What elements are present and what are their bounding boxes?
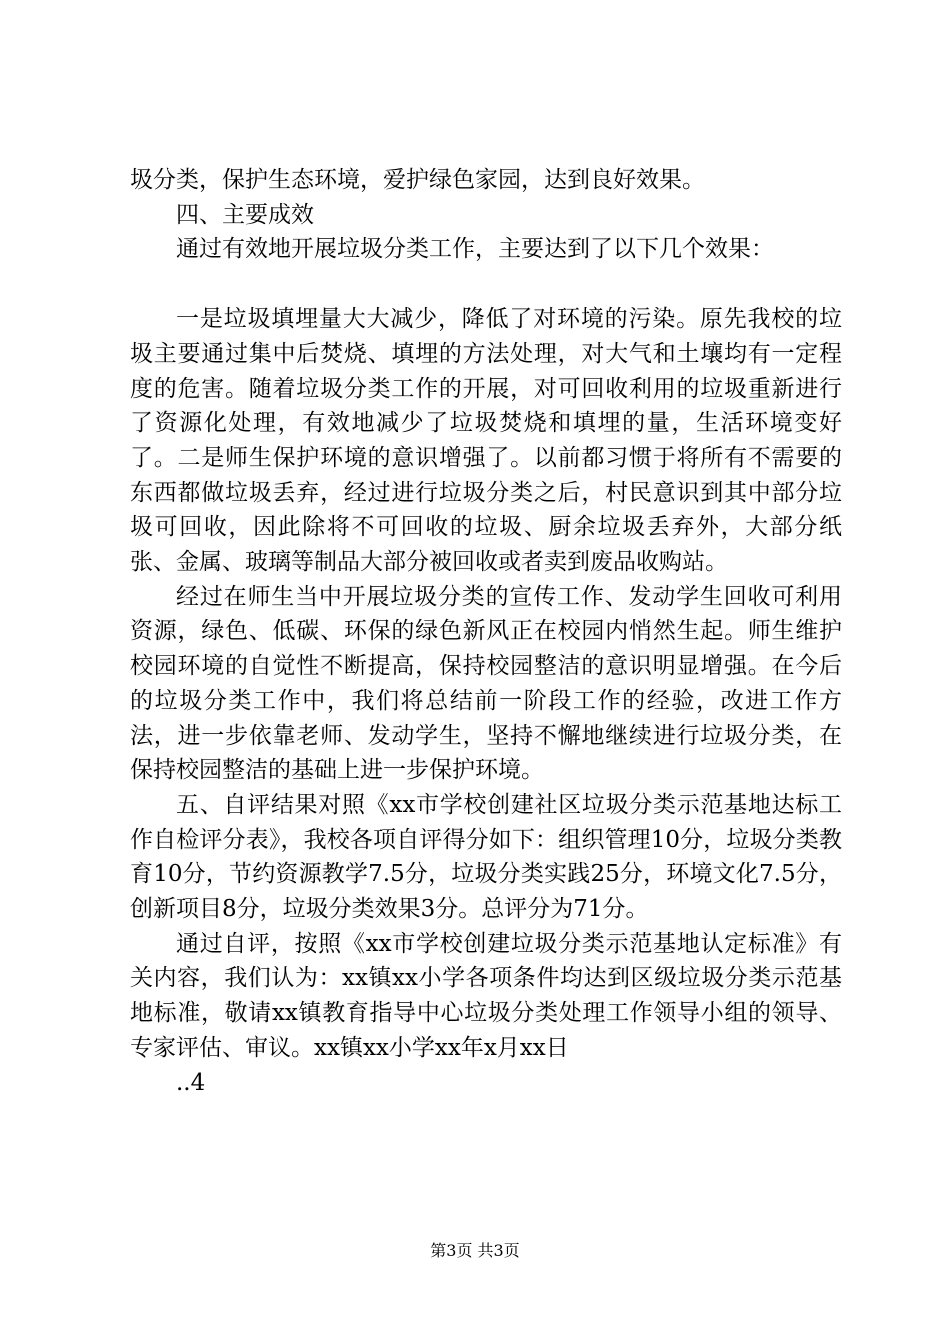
paragraph-1: 圾分类，保护生态环境，爱护绿色家园，达到良好效果。 — [130, 167, 705, 193]
document-body — [130, 163, 842, 1100]
paragraph-effects-detail: 一是垃圾填埋量大大减少，降低了对环境的污染。原先我校的垃圾主要通过集中后焚烧、填埋的方法处理，对大气和土壤均有一定程度的危害。随着垃圾分类工作的开展，对可回收利用的垃圾重新进行了资源化处理，有效地减少了垃圾焚烧和填埋的量，生活环境变好了。二是师生保护环境的意识增强了。以前都习惯于将所有不需要的东西都做垃圾丢弃，经过进行垃圾分类之后，村民意识到其中部分垃圾可回收，因此除将不可回收的垃圾、厨余垃圾丢弃外，大部分纸张、金属、玻璃等制品大部分被回收或者卖到废品收购站。 — [130, 306, 842, 576]
paragraph-intro-effects: 通过有效地开展垃圾分类工作，主要达到了以下几个效果： — [176, 236, 774, 263]
paragraph-self-evaluation: 五、自评结果对照《xx市学校创建社区垃圾分类示范基地达标工作自检评分表》，我校各项自评得分如下：组织管理10分，垃圾分类教育10分，节约资源教学7.5分，垃圾分类实践25分，环境文化7.5分，创新项目8分，垃圾分类效果3分。总评分为71分。 — [130, 791, 842, 923]
paragraph-trailing-mark: ..4 — [176, 1069, 206, 1096]
paragraph-conclusion: 通过自评，按照《xx市学校创建垃圾分类示范基地认定标准》有关内容，我们认为：xx镇xx小学各项条件均达到区级垃圾分类示范基地标准，敬请xx镇教育指导中心垃圾分类处理工作领导小组的领导、专家评估、审议。xx镇xx小学xx年x月xx日 — [130, 930, 842, 1061]
blank-line — [130, 267, 842, 302]
page-footer: 第3页 共3页 — [430, 1241, 520, 1260]
paragraph-publicity: 经过在师生当中开展垃圾分类的宣传工作、发动学生回收可利用资源，绿色、低碳、环保的绿色新风正在校园内悄然生起。师生维护校园环境的自觉性不断提高，保持校园整洁的意识明显增强。在今后的垃圾分类工作中，我们将总结前一阶段工作的经验，改进工作方法，进一步依靠老师、发动学生，坚持不懈地继续进行垃圾分类，在保持校园整洁的基础上进一步保护环境。 — [130, 583, 842, 784]
section-heading-results: 四、主要成效 — [176, 201, 314, 228]
